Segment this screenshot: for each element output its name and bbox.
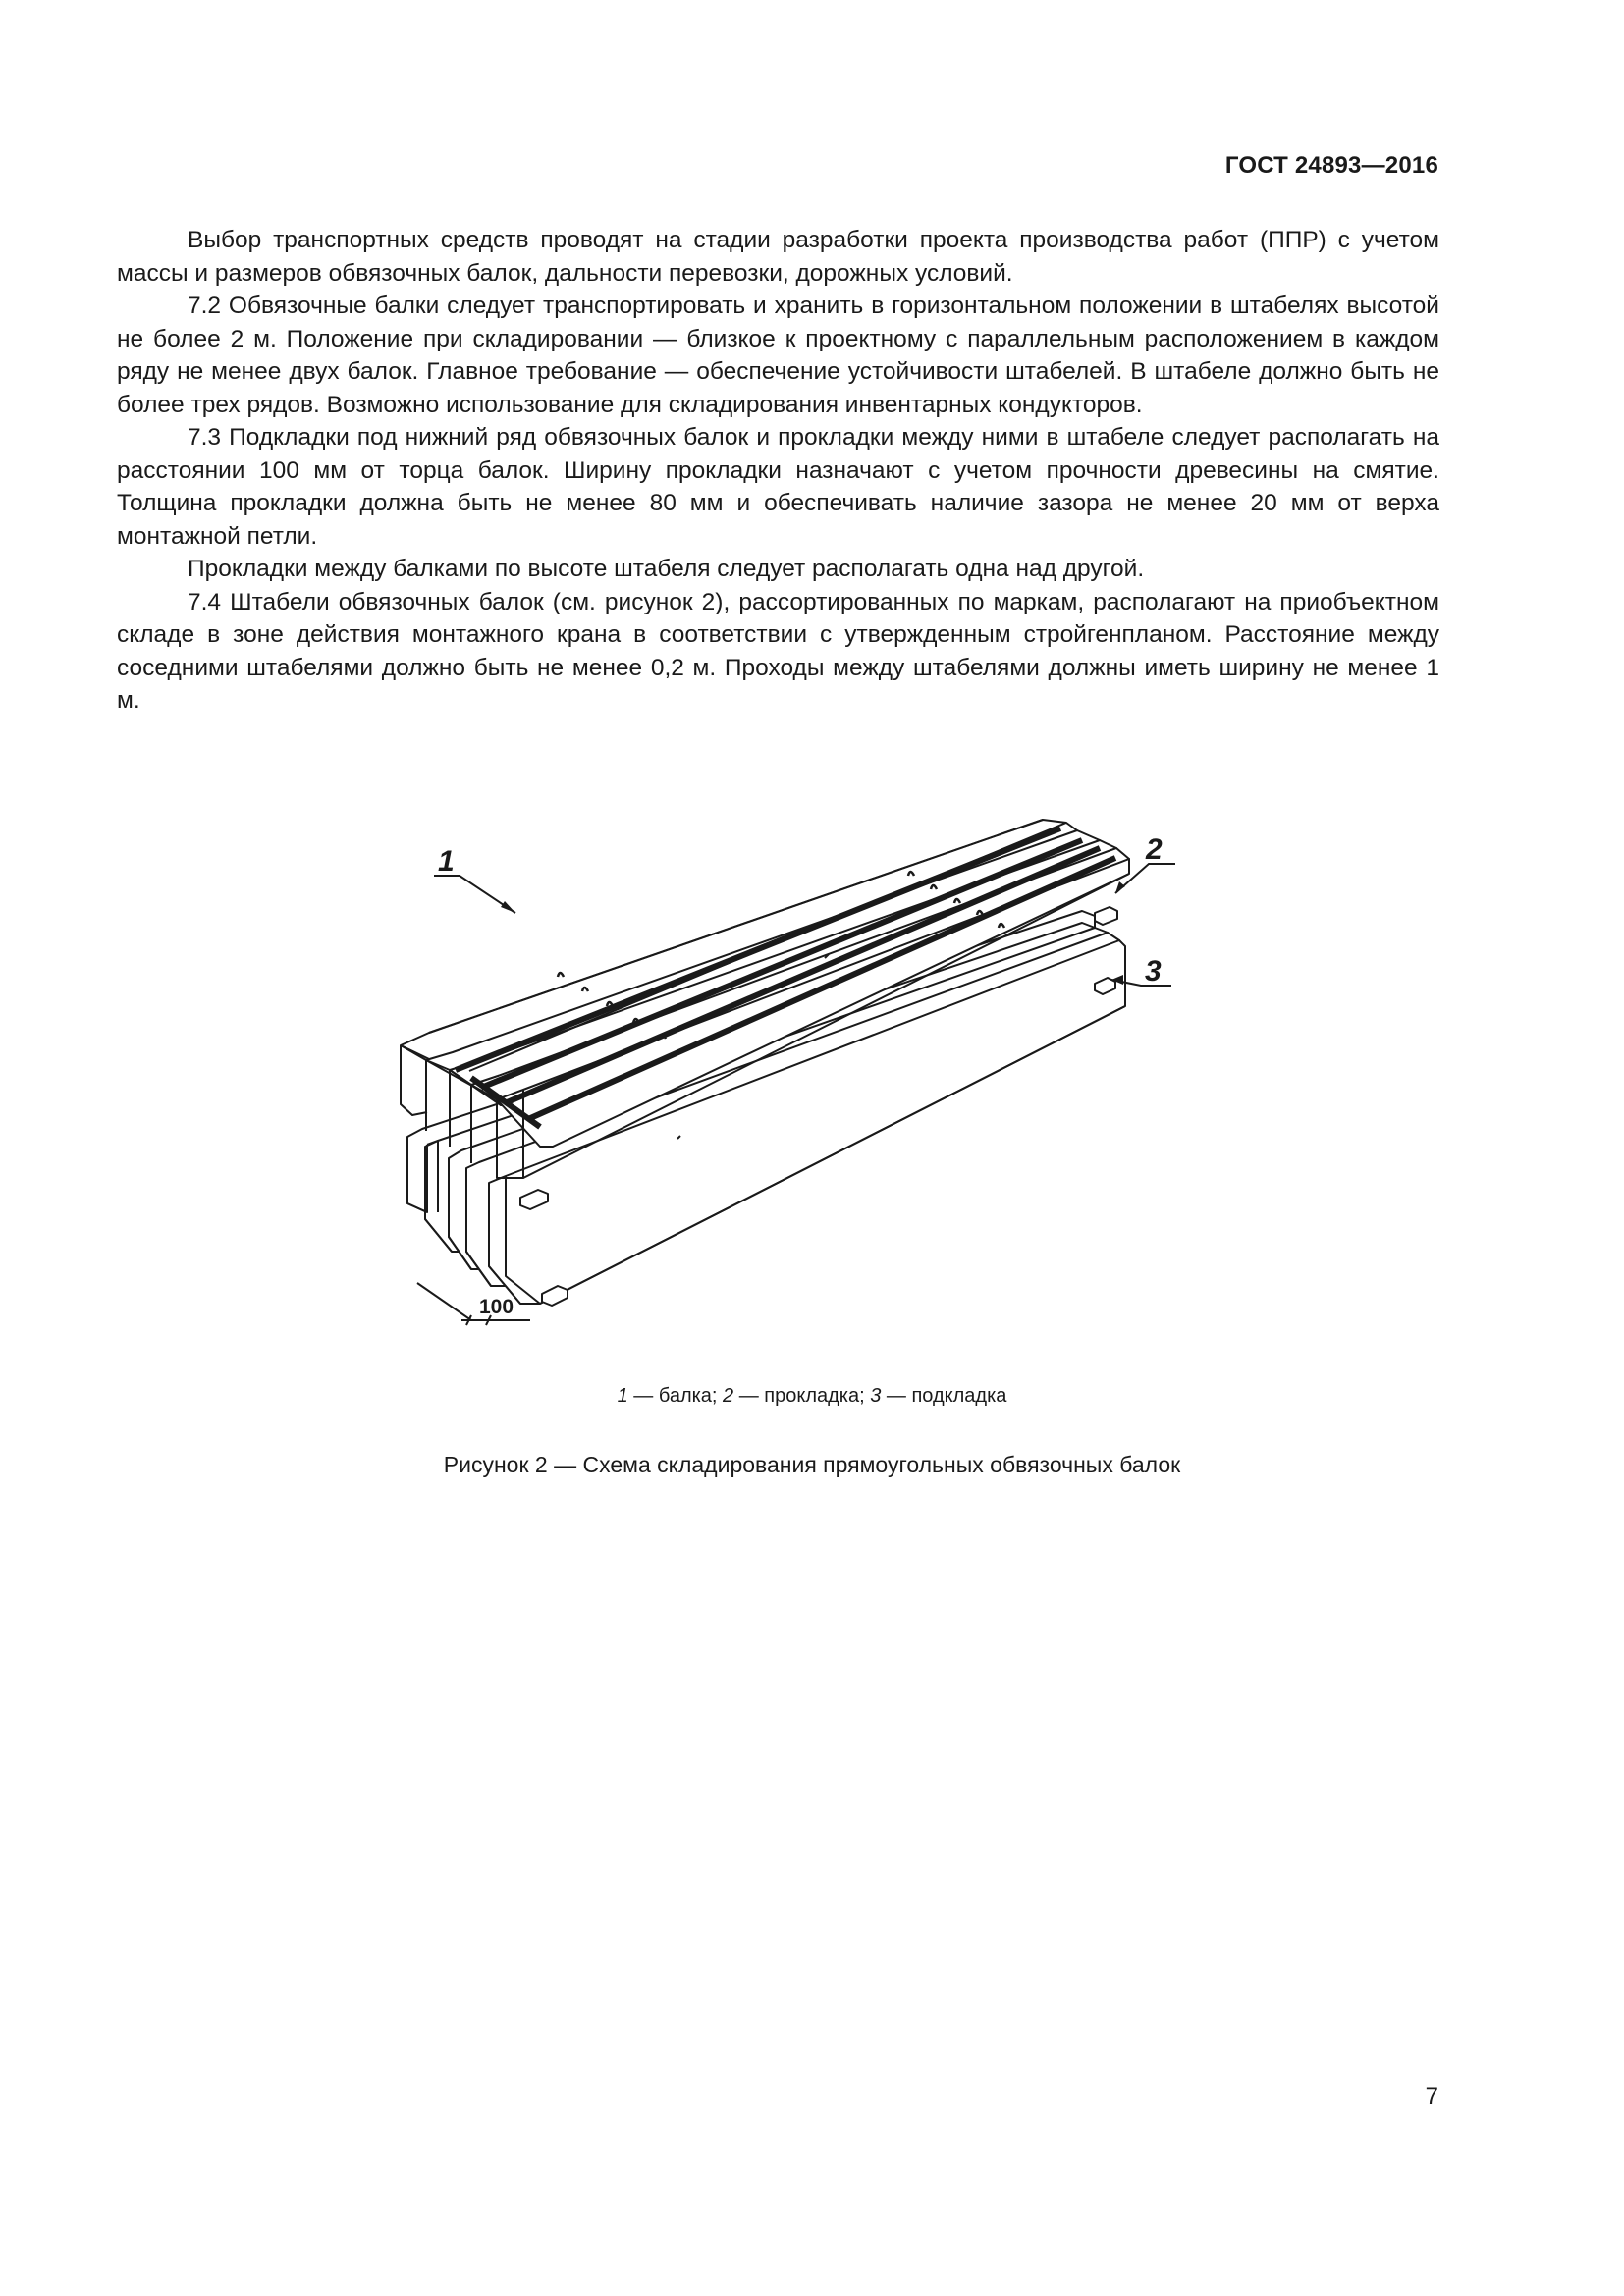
paragraph-7-4: 7.4 Штабели обвязочных балок (см. рисунок 2), рассортированных по маркам, располагают на приобъектном складе в зоне действия монтажного крана в соответствии с утвержденным стройгенпланом. Расстояние между соседними штабелями должно быть не менее 0,2 м. Проходы между штабелями должны иметь ширину не менее 1 м.	[117, 588, 1439, 714]
legend-text-1: — балка;	[627, 1385, 724, 1407]
callout-1-label: 1	[438, 845, 455, 878]
paragraph-7-3: 7.3 Подкладки под нижний ряд обвязочных балок и прокладки между ними в штабеле следует располагать на расстоянии 100 мм от торца балок. Ширину прокладки назначают с учетом прочности древесины на смятие. Толщина прокладки должна быть не менее 80 мм и обеспечивать наличие зазора не менее 20 мм от верха монтажной петли.	[117, 424, 1439, 550]
document-header: ГОСТ 24893—2016	[1224, 152, 1438, 179]
legend-number-3: 3	[870, 1385, 882, 1407]
paragraph-transport-choice: Выбор транспортных средств проводят на стадии разработки проекта производства работ (ППР) с учетом массы и размеров обвязочных балок, дальности перевозки, дорожных условий.	[117, 227, 1439, 287]
legend-number-2: 2	[723, 1385, 734, 1407]
callout-3-label: 3	[1145, 955, 1162, 988]
figure-caption: Рисунок 2 — Схема складирования прямоугольных обвязочных балок	[443, 1452, 1181, 1477]
dimension-100-label: 100	[479, 1296, 514, 1318]
paragraph-7-2: 7.2 Обвязочные балки следует транспортировать и хранить в горизонтальном положении в штабелях высотой не более 2 м. Положение при складировании — близкое к проектному с параллельным расположением в каждом ряду не менее двух балок. Главное требование — обеспечение устойчивости штабелей. В штабеле должно быть не более трех рядов. Возможно использование для складирования инвентарных кондукторов.	[117, 293, 1439, 418]
page-number: 7	[1425, 2083, 1438, 2109]
callout-arrow-2	[1115, 881, 1125, 893]
legend-number-1: 1	[617, 1385, 628, 1407]
legend-text-2: — прокладка;	[733, 1385, 871, 1407]
callout-arrow-1	[501, 901, 515, 913]
figure-legend	[0, 1385, 1624, 1408]
legend-text-3: — подкладка	[881, 1385, 1007, 1407]
callout-2-label: 2	[1146, 833, 1163, 866]
body-text	[117, 224, 1439, 718]
beam-stack-drawing	[373, 766, 1178, 1335]
paragraph-spacers-alignment: Прокладки между балками по высоте штабеля следует располагать одна над другой.	[188, 556, 1145, 582]
figure-stacking-diagram	[373, 766, 1178, 1335]
